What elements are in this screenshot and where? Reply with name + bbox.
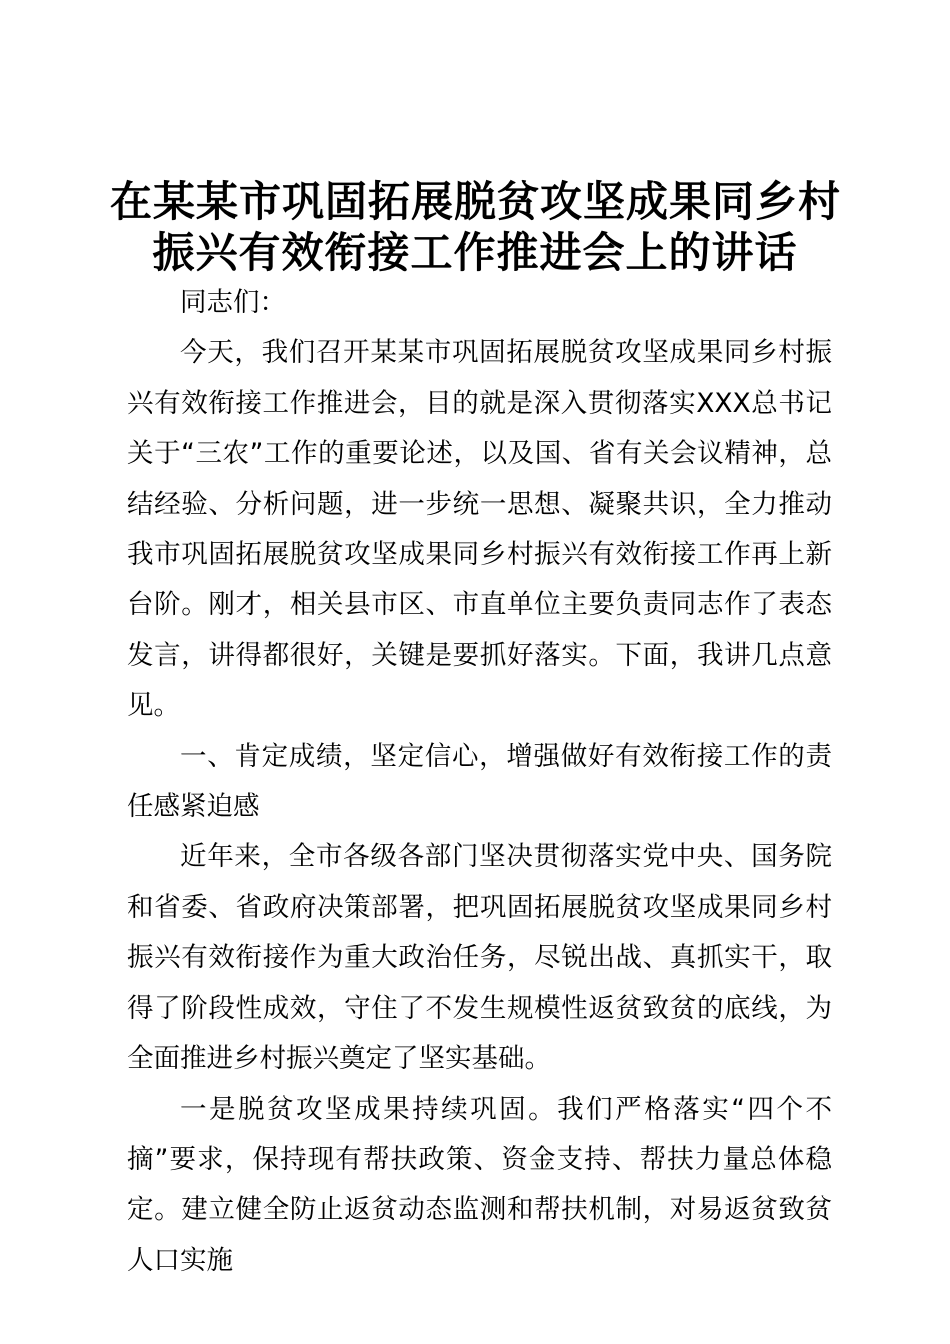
section-heading-1: 一、肯定成绩，坚定信心，增强做好有效衔接工作的责任感紧迫感 xyxy=(127,740,832,823)
paragraph-achievements: 近年来，全市各级各部门坚决贯彻落实党中央、国务院和省委、省政府决策部署，把巩固拓展脱贫攻坚成果同乡村振兴有效衔接作为重大政治任务，尽锐出战、真抓实干，取得了阶段性成效，守住了不发生规模性返贫致贫的底线，为全面推进乡村振兴奠定了坚实基础。 xyxy=(127,841,832,1075)
paragraph-point-1: 一是脱贫攻坚成果持续巩固。我们严格落实“四个不摘”要求，保持现有帮扶政策、资金支持、帮扶力量总体稳定。建立健全防止返贫动态监测和帮扶机制，对易返贫致贫人口实施 xyxy=(127,1093,832,1276)
title-line-2: 振兴有效衔接工作推进会上的讲话 xyxy=(152,228,798,277)
title-line-1: 在某某市巩固拓展脱贫攻坚成果同乡村 xyxy=(110,177,842,226)
paragraph-intro: 今天，我们召开某某市巩固拓展脱贫攻坚成果同乡村振兴有效衔接工作推进会，目的就是深入贯彻落实XXX总书记关于“三农”工作的重要论述，以及国、省有关会议精神，总结经验、分析问题，进一步统一思想、凝聚共识，全力推动我市巩固拓展脱贫攻坚成果同乡村振兴有效衔接工作再上新台阶。刚才，相关县市区、市直单位主要负责同志作了表态发言，讲得都很好，关键是要抓好落实。下面，我讲几点意见。 xyxy=(127,337,832,722)
salutation: 同志们： xyxy=(180,287,286,318)
document-body xyxy=(127,278,832,1286)
document-title xyxy=(110,176,840,278)
